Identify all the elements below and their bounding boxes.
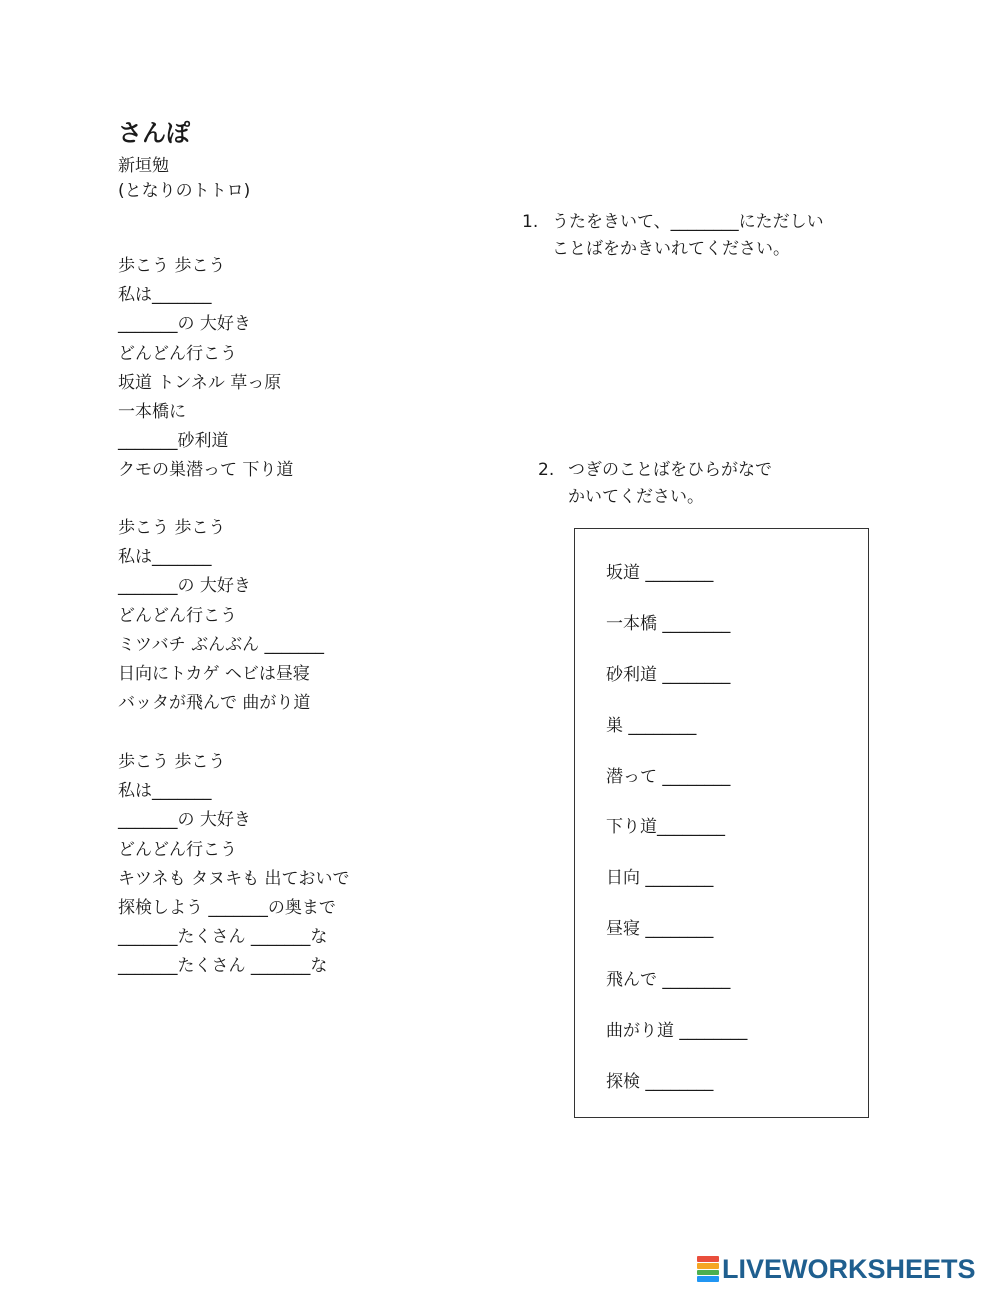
lyric-line: キツネも タヌキも 出ておいで bbox=[118, 868, 350, 889]
vocab-list bbox=[606, 558, 747, 1118]
song-composer: 新垣勉 bbox=[118, 156, 169, 176]
vocab-item: 一本橋 ________ bbox=[606, 613, 731, 634]
lyric-line: _______たくさん _______な bbox=[118, 956, 328, 977]
lyric-line: クモの巣潜って 下り道 bbox=[118, 460, 294, 481]
lyric-line: 私は_______ bbox=[118, 547, 212, 568]
lyric-line: どんどん行こう bbox=[118, 343, 237, 364]
lyric-line: _______の 大好き bbox=[118, 576, 251, 597]
lyric-line: 歩こう 歩こう bbox=[118, 752, 226, 772]
lyric-line: どんどん行こう bbox=[118, 839, 237, 860]
logo-block bbox=[697, 1270, 719, 1276]
question-2 bbox=[538, 457, 772, 511]
lyric-line: _______の 大好き bbox=[118, 810, 251, 831]
lyric-line: バッタが飛んで 曲がり道 bbox=[118, 693, 311, 714]
question-1 bbox=[522, 209, 824, 263]
song-title: さんぽ bbox=[118, 119, 190, 147]
lyric-line: 私は_______ bbox=[118, 285, 212, 306]
lyric-line: どんどん行こう bbox=[118, 605, 237, 626]
question-text: うたをきいて、________にただしい bbox=[552, 212, 824, 232]
vocab-item: 昼寝 ________ bbox=[606, 919, 714, 940]
lyrics-verse-1 bbox=[118, 252, 448, 486]
song-source: (となりのトトロ) bbox=[118, 181, 251, 201]
logo-block bbox=[697, 1276, 719, 1282]
lyric-line: 日向にトカゲ ヘビは昼寝 bbox=[118, 663, 310, 684]
lyrics-verse-3 bbox=[118, 748, 448, 982]
vocab-item: 探検 ________ bbox=[606, 1071, 714, 1092]
lyric-line: _______たくさん _______な bbox=[118, 927, 328, 948]
vocab-item: 下り道________ bbox=[606, 817, 725, 838]
lyric-line: _______の 大好き bbox=[118, 314, 251, 335]
liveworksheets-logo bbox=[697, 1254, 976, 1284]
question-number: 2. bbox=[538, 460, 555, 480]
logo-block bbox=[697, 1263, 719, 1269]
lyric-line: 探検しよう _______の奥まで bbox=[118, 897, 336, 918]
vocab-item: 飛んで ________ bbox=[606, 970, 731, 991]
vocab-item: 巣 ________ bbox=[606, 715, 697, 736]
logo-block bbox=[697, 1256, 719, 1262]
lyric-line: 歩こう 歩こう bbox=[118, 256, 226, 276]
liveworksheets-logo-icon bbox=[697, 1256, 719, 1282]
question-text: つぎのことばをひらがなで bbox=[568, 460, 772, 480]
question-text-continued: かいてください。 bbox=[568, 487, 704, 507]
vocab-item: 潜って ________ bbox=[606, 766, 731, 787]
question-text-continued: ことばをかきいれてください。 bbox=[552, 239, 790, 259]
lyric-line: 私は_______ bbox=[118, 781, 212, 802]
lyric-line: 一本橋に bbox=[118, 401, 186, 422]
logo-text: LIVEWORKSHEETS bbox=[722, 1253, 976, 1284]
question-number: 1. bbox=[522, 212, 539, 232]
vocab-box bbox=[574, 528, 869, 1118]
vocab-item: 砂利道 ________ bbox=[606, 664, 731, 685]
lyric-line: 歩こう 歩こう bbox=[118, 518, 226, 538]
lyric-line: _______砂利道 bbox=[118, 431, 229, 452]
lyric-line: 坂道 トンネル 草っ原 bbox=[118, 372, 282, 393]
lyrics-verse-2 bbox=[118, 514, 448, 718]
vocab-item: 坂道 ________ bbox=[606, 563, 714, 583]
vocab-item: 曲がり道 ________ bbox=[606, 1021, 748, 1042]
lyric-line: ミツバチ ぶんぶん _______ bbox=[118, 634, 324, 655]
vocab-item: 日向 ________ bbox=[606, 868, 714, 889]
